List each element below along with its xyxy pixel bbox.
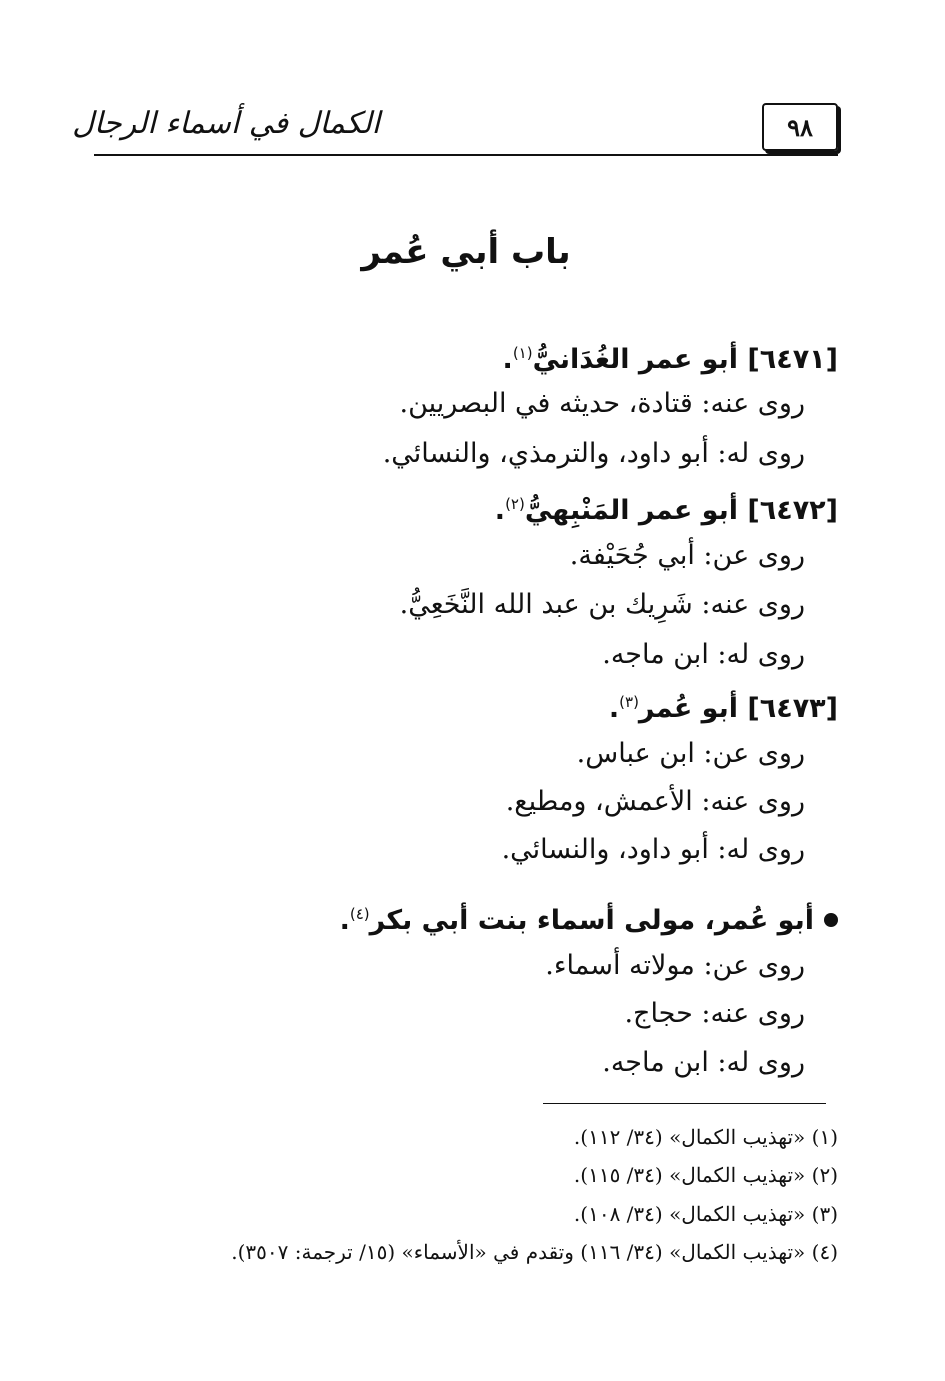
entry-heading-text: [٦٤٧١] أبو عمر الغُدَانيُّ: [532, 344, 838, 375]
footnote-2: (٢) «تهذيب الكمال» (٣٤/ ١١٥).: [573, 1163, 838, 1187]
footnote-ref: (٣): [619, 693, 639, 711]
entry-line: روى عنه: شَرِيك بن عبد الله النَّخَعِيُّ.: [399, 589, 805, 620]
entry-heading-6471: [503, 333, 838, 380]
entry-heading-6473: [609, 682, 838, 729]
entry-heading-end: .: [608, 693, 620, 724]
bullet-icon: [824, 913, 838, 927]
entry-line: روى عن: ابن عباس.: [576, 738, 805, 769]
entry-line: روى له: ابن ماجه.: [602, 639, 805, 670]
footnote-divider: [543, 1103, 826, 1104]
footnote-ref: (٢): [505, 495, 525, 513]
entry-heading-text: [٦٤٧٣] أبو عُمر: [638, 693, 838, 724]
entry-heading-end: .: [339, 905, 350, 936]
entry-heading-bullet: [340, 894, 838, 941]
page-number-box: [762, 103, 838, 151]
footnote-ref: (١): [512, 344, 533, 362]
footnote-ref: (٤): [349, 905, 370, 923]
entry-line: روى عنه: حجاج.: [624, 998, 805, 1029]
page-number: ٩٨: [787, 112, 813, 142]
entry-heading-end: .: [502, 344, 513, 375]
entry-line: روى عنه: الأعمش، ومطيع.: [505, 786, 805, 817]
entry-line: روى له: أبو داود، والنسائي.: [501, 834, 805, 865]
entry-line: روى له: ابن ماجه.: [602, 1047, 805, 1078]
entry-heading-end: .: [494, 495, 506, 526]
header-divider: [94, 154, 838, 156]
chapter-title: باب أبي عُمر: [361, 232, 571, 272]
entry-line: روى عن: أبي جُحَيْفة.: [569, 540, 805, 571]
entry-line: روى عن: مولاته أسماء.: [545, 950, 805, 981]
footnote-3: (٣) «تهذيب الكمال» (٣٤/ ١٠٨).: [573, 1202, 838, 1226]
entry-heading-6472: [495, 484, 838, 531]
running-header-title: الكمال في أسماء الرجال: [72, 106, 380, 141]
footnote-4: (٤) «تهذيب الكمال» (٣٤/ ١١٦) وتقدم في «الأسماء» (١٥/ ترجمة: ٣٥٠٧).: [231, 1240, 838, 1264]
entry-line: روى له: أبو داود، والترمذي، والنسائي.: [382, 438, 805, 469]
footnote-1: (١) «تهذيب الكمال» (٣٤/ ١١٢).: [573, 1125, 838, 1149]
entry-line: روى عنه: قتادة، حديثه في البصريين.: [399, 388, 805, 419]
entry-heading-text: [٦٤٧٢] أبو عمر المَنْبِهيُّ: [524, 495, 838, 526]
entry-heading-text: أبو عُمر، مولى أسماء بنت أبي بكر: [369, 905, 814, 936]
